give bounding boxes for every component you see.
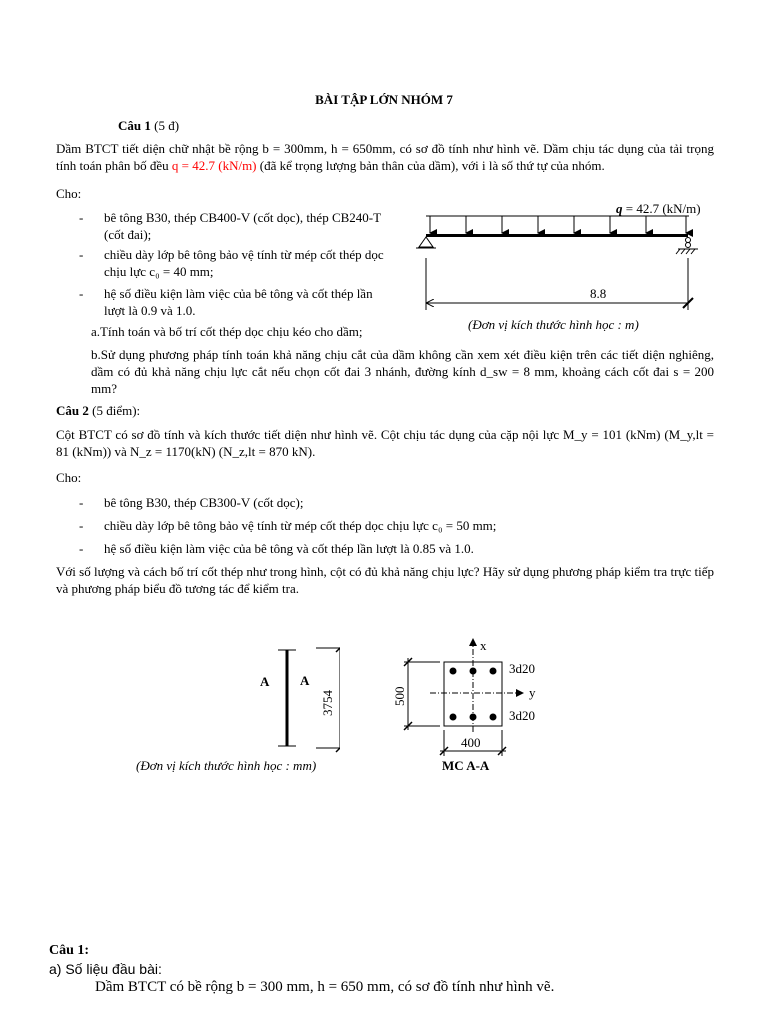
solution-heading: Câu 1: <box>49 943 90 958</box>
beam-caption: (Đơn vị kích thước hình học : m) <box>468 317 639 332</box>
section-width-label: 400 <box>461 735 481 750</box>
q1-bullet-1: bê tông B30, thép CB400-V (cốt dọc), thép CB240-T (cốt đai); <box>104 210 381 243</box>
load-arrows <box>430 216 686 233</box>
q2-intro: Cột BTCT có sơ đồ tính và kích thước tiết diện như hình vẽ. Cột chịu tác dụng của cặp nội lực M_y = 101 (kNm) (M_y,lt = 81 (kNm)) và N_z = 1170(kN) (N_z,lt = 870 kN). <box>56 427 714 460</box>
q1-intro-a: Dầm BTCT tiết diện chữ nhật bề rộng b = 300mm, h = 650mm, có sơ đồ tính như hình vẽ. Dầm chịu tác dụng của tải trọng tính toán phân bố đều <box>56 141 714 174</box>
q1-cho: Cho: <box>56 186 82 201</box>
section-mark-left: A <box>260 674 270 689</box>
q1-load-value: q = 42.7 (kN/m) <box>171 158 257 174</box>
q2-points: (5 điểm): <box>88 403 141 418</box>
task-a-text: Tính toán và bố trí cốt thép dọc chịu kéo cho dầm; <box>100 324 363 339</box>
task-a-label: a. <box>91 324 101 339</box>
q1-bullet-2: chiều dày lớp bê tông bảo vệ tính từ mép cốt thép dọc chịu lực c₀ = 40 mm; <box>104 247 384 280</box>
beam-span-label: 8.8 <box>590 286 607 301</box>
rebar-top-row <box>450 668 497 675</box>
beam-diagram <box>410 198 720 338</box>
q1-bullet-3: hệ số điều kiện làm việc của bê tông và cốt thép lần lượt là 0.9 và 1.0. <box>104 286 373 319</box>
question-1-heading <box>118 117 179 134</box>
q2-heading-label: Câu 2 <box>56 403 89 418</box>
q1-points: (5 đ) <box>150 118 180 133</box>
page-title: BÀI TẬP LỚN NHÓM 7 <box>315 92 453 107</box>
axis-x-label: x <box>480 638 487 653</box>
q2-cho: Cho: <box>56 470 82 485</box>
q1-task-b <box>91 346 714 397</box>
solution-sub-a: a) Số liệu đầu bài: <box>49 961 162 977</box>
bullet-dash: - <box>79 286 84 301</box>
rebar-top-label: 3d20 <box>509 661 535 676</box>
bullet-dash: - <box>79 541 84 556</box>
q1-task-a <box>91 323 421 340</box>
bullet-dash: - <box>79 210 84 225</box>
question-2-heading <box>56 402 140 419</box>
bullet-dash: - <box>79 247 84 262</box>
pin-support-icon <box>416 237 436 248</box>
solution-paragraph: Dầm BTCT có bề rộng b = 300 mm, h = 650 mm, có sơ đồ tính như hình vẽ. <box>95 979 555 995</box>
column-height-label: 3754 <box>320 690 335 716</box>
roller-support-icon <box>676 238 698 255</box>
axis-y-label: y <box>529 685 536 700</box>
q1-intro-b: (đã kể trọng lượng bản thân của dầm), với i là số thứ tự của nhóm. <box>256 158 605 174</box>
q2-bullet-3: hệ số điều kiện làm việc của bê tông và cốt thép lần lượt là 0.85 và 1.0. <box>104 541 474 556</box>
q2-bullet-1: bê tông B30, thép CB300-V (cốt dọc); <box>104 495 304 510</box>
bullet-dash: - <box>79 495 84 510</box>
q2-question: Với số lượng và cách bố trí cốt thép như trong hình, cột có đủ khả năng chịu lực? Hãy sử dụng phương pháp kiểm tra trực tiếp và phương pháp biểu đồ tương tác để kiểm tra. <box>56 564 714 597</box>
rebar-bottom-label: 3d20 <box>509 708 535 723</box>
q1-bullet-list <box>0 209 400 319</box>
q2-bullet-list <box>0 494 700 560</box>
section-mark-right: A <box>300 673 310 688</box>
q2-bullet-2: chiều dày lớp bê tông bảo vệ tính từ mép cốt thép dọc chịu lực c₀ = 50 mm; <box>104 518 497 533</box>
load-label: q = 42.7 (kN/m) <box>616 201 701 216</box>
q1-heading-label: Câu 1 <box>118 118 151 133</box>
rebar-bottom-row <box>450 714 497 721</box>
column-diagram <box>130 640 340 780</box>
section-caption: MC A-A <box>442 758 490 773</box>
task-b-text: Sử dụng phương pháp tính toán khả năng chịu cắt của dầm không cần xem xét điều kiện trên các tiết diện nghiêng, dầm có đủ khả năng chịu lực cắt nếu chọn cốt đai 3 nhánh, đường kính d_sw = 8 mm, khoảng cách cốt đai s = 200 mm? <box>91 347 714 397</box>
task-b-label: b. <box>91 347 101 362</box>
column-caption: (Đơn vị kích thước hình học : mm) <box>136 758 317 773</box>
bullet-dash: - <box>79 518 84 533</box>
cross-section-diagram <box>390 636 560 778</box>
section-height-label: 500 <box>392 686 407 706</box>
beam-member <box>426 234 688 237</box>
q1-intro <box>56 140 714 174</box>
